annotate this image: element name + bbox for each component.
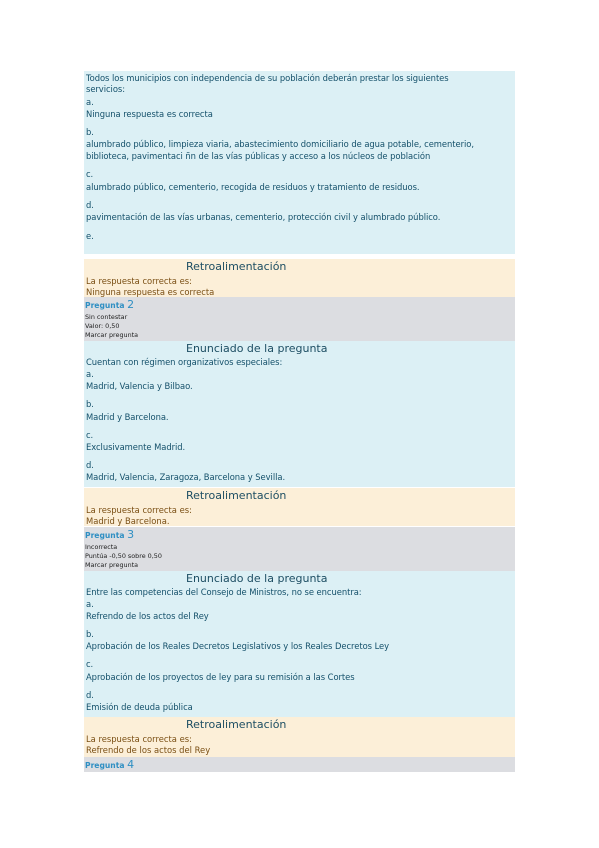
feedback-1-title: Retroalimentación (186, 260, 287, 273)
question-2-flag[interactable]: Marcar pregunta (85, 331, 139, 339)
feedback-2-answer: Madrid y Barcelona. (86, 516, 170, 526)
question-2-status: Sin contestar (85, 313, 128, 321)
q3-option-b-letter: b. (86, 629, 94, 639)
question-3-number: 3 (127, 528, 135, 541)
question-4-label (85, 758, 134, 771)
question-3-status: Incorrecta (85, 543, 118, 551)
q3-option-d-letter: d. (86, 690, 94, 700)
question-2-number: 2 (127, 298, 135, 311)
option-d-letter: d. (86, 200, 94, 210)
feedback-1-label: La respuesta correcta es: (86, 276, 192, 286)
question-3-flag[interactable]: Marcar pregunta (85, 561, 139, 569)
option-a-letter: a. (86, 97, 94, 107)
option-b-text-cont[interactable]: biblioteca, pavimentaci ñn de las vías públicas y acceso a los núcleos de población (86, 151, 431, 161)
q2-option-b-text[interactable]: Madrid y Barcelona. (86, 412, 169, 422)
question-2-info (84, 297, 515, 341)
question-2-label-text: Pregunta (85, 301, 125, 310)
q3-option-d-text[interactable]: Emisión de deuda pública (86, 702, 193, 712)
option-b-letter: b. (86, 127, 94, 137)
question-4-number: 4 (127, 758, 135, 771)
question-3-stem: Entre las competencias del Consejo de Ministros, no se encuentra: (86, 587, 362, 597)
question-2-score: Valor: 0,50 (85, 322, 120, 330)
question-4-info (84, 757, 515, 772)
option-d-text[interactable]: pavimentación de las vías urbanas, cementerio, protección civil y alumbrado público. (86, 212, 441, 222)
feedback-3-title: Retroalimentación (186, 718, 287, 731)
question-3-label (85, 528, 134, 541)
q2-option-d-letter: d. (86, 460, 94, 470)
question-1-stem: Todos los municipios con independencia de su población deberán prestar los siguientes (86, 73, 449, 83)
question-3-info (84, 527, 515, 571)
option-c-letter: c. (86, 169, 94, 179)
q2-option-a-letter: a. (86, 369, 94, 379)
q2-option-b-letter: b. (86, 399, 94, 409)
option-a-text[interactable]: Ninguna respuesta es correcta (86, 109, 213, 119)
q2-option-c-letter: c. (86, 430, 94, 440)
feedback-1-answer: Ninguna respuesta es correcta (86, 287, 215, 297)
q3-option-c-letter: c. (86, 659, 94, 669)
question-1-content (84, 71, 515, 254)
q2-option-a-text[interactable]: Madrid, Valencia y Bilbao. (86, 381, 193, 391)
option-b-text[interactable]: alumbrado público, limpieza viaria, abastecimiento domiciliario de agua potable, cementerio, (86, 139, 474, 149)
option-e-letter: e. (86, 231, 94, 241)
feedback-3-label: La respuesta correcta es: (86, 734, 192, 744)
question-2-header: Enunciado de la pregunta (186, 342, 328, 355)
feedback-2-title: Retroalimentación (186, 489, 287, 502)
question-3-score: Puntúa -0,50 sobre 0,50 (85, 552, 162, 560)
q2-option-d-text[interactable]: Madrid, Valencia, Zaragoza, Barcelona y Sevilla. (86, 472, 286, 482)
q3-option-a-text[interactable]: Refrendo de los actos del Rey (86, 611, 209, 621)
question-4-label-text: Pregunta (85, 761, 125, 770)
question-1-stem-cont: servicios: (86, 84, 125, 94)
question-3-header: Enunciado de la pregunta (186, 572, 328, 585)
feedback-2-label: La respuesta correcta es: (86, 505, 192, 515)
q3-option-b-text[interactable]: Aprobación de los Reales Decretos Legislativos y los Reales Decretos Ley (86, 641, 390, 651)
feedback-3-answer: Refrendo de los actos del Rey (86, 745, 211, 755)
question-2-stem: Cuentan con régimen organizativos especiales: (86, 357, 283, 367)
q3-option-c-text[interactable]: Aprobación de los proyectos de ley para su remisión a las Cortes (86, 672, 355, 682)
q2-option-c-text[interactable]: Exclusivamente Madrid. (86, 442, 186, 452)
option-c-text[interactable]: alumbrado público, cementerio, recogida de residuos y tratamiento de residuos. (86, 182, 420, 192)
question-3-label-text: Pregunta (85, 531, 125, 540)
question-2-label (85, 298, 134, 311)
q3-option-a-letter: a. (86, 599, 94, 609)
